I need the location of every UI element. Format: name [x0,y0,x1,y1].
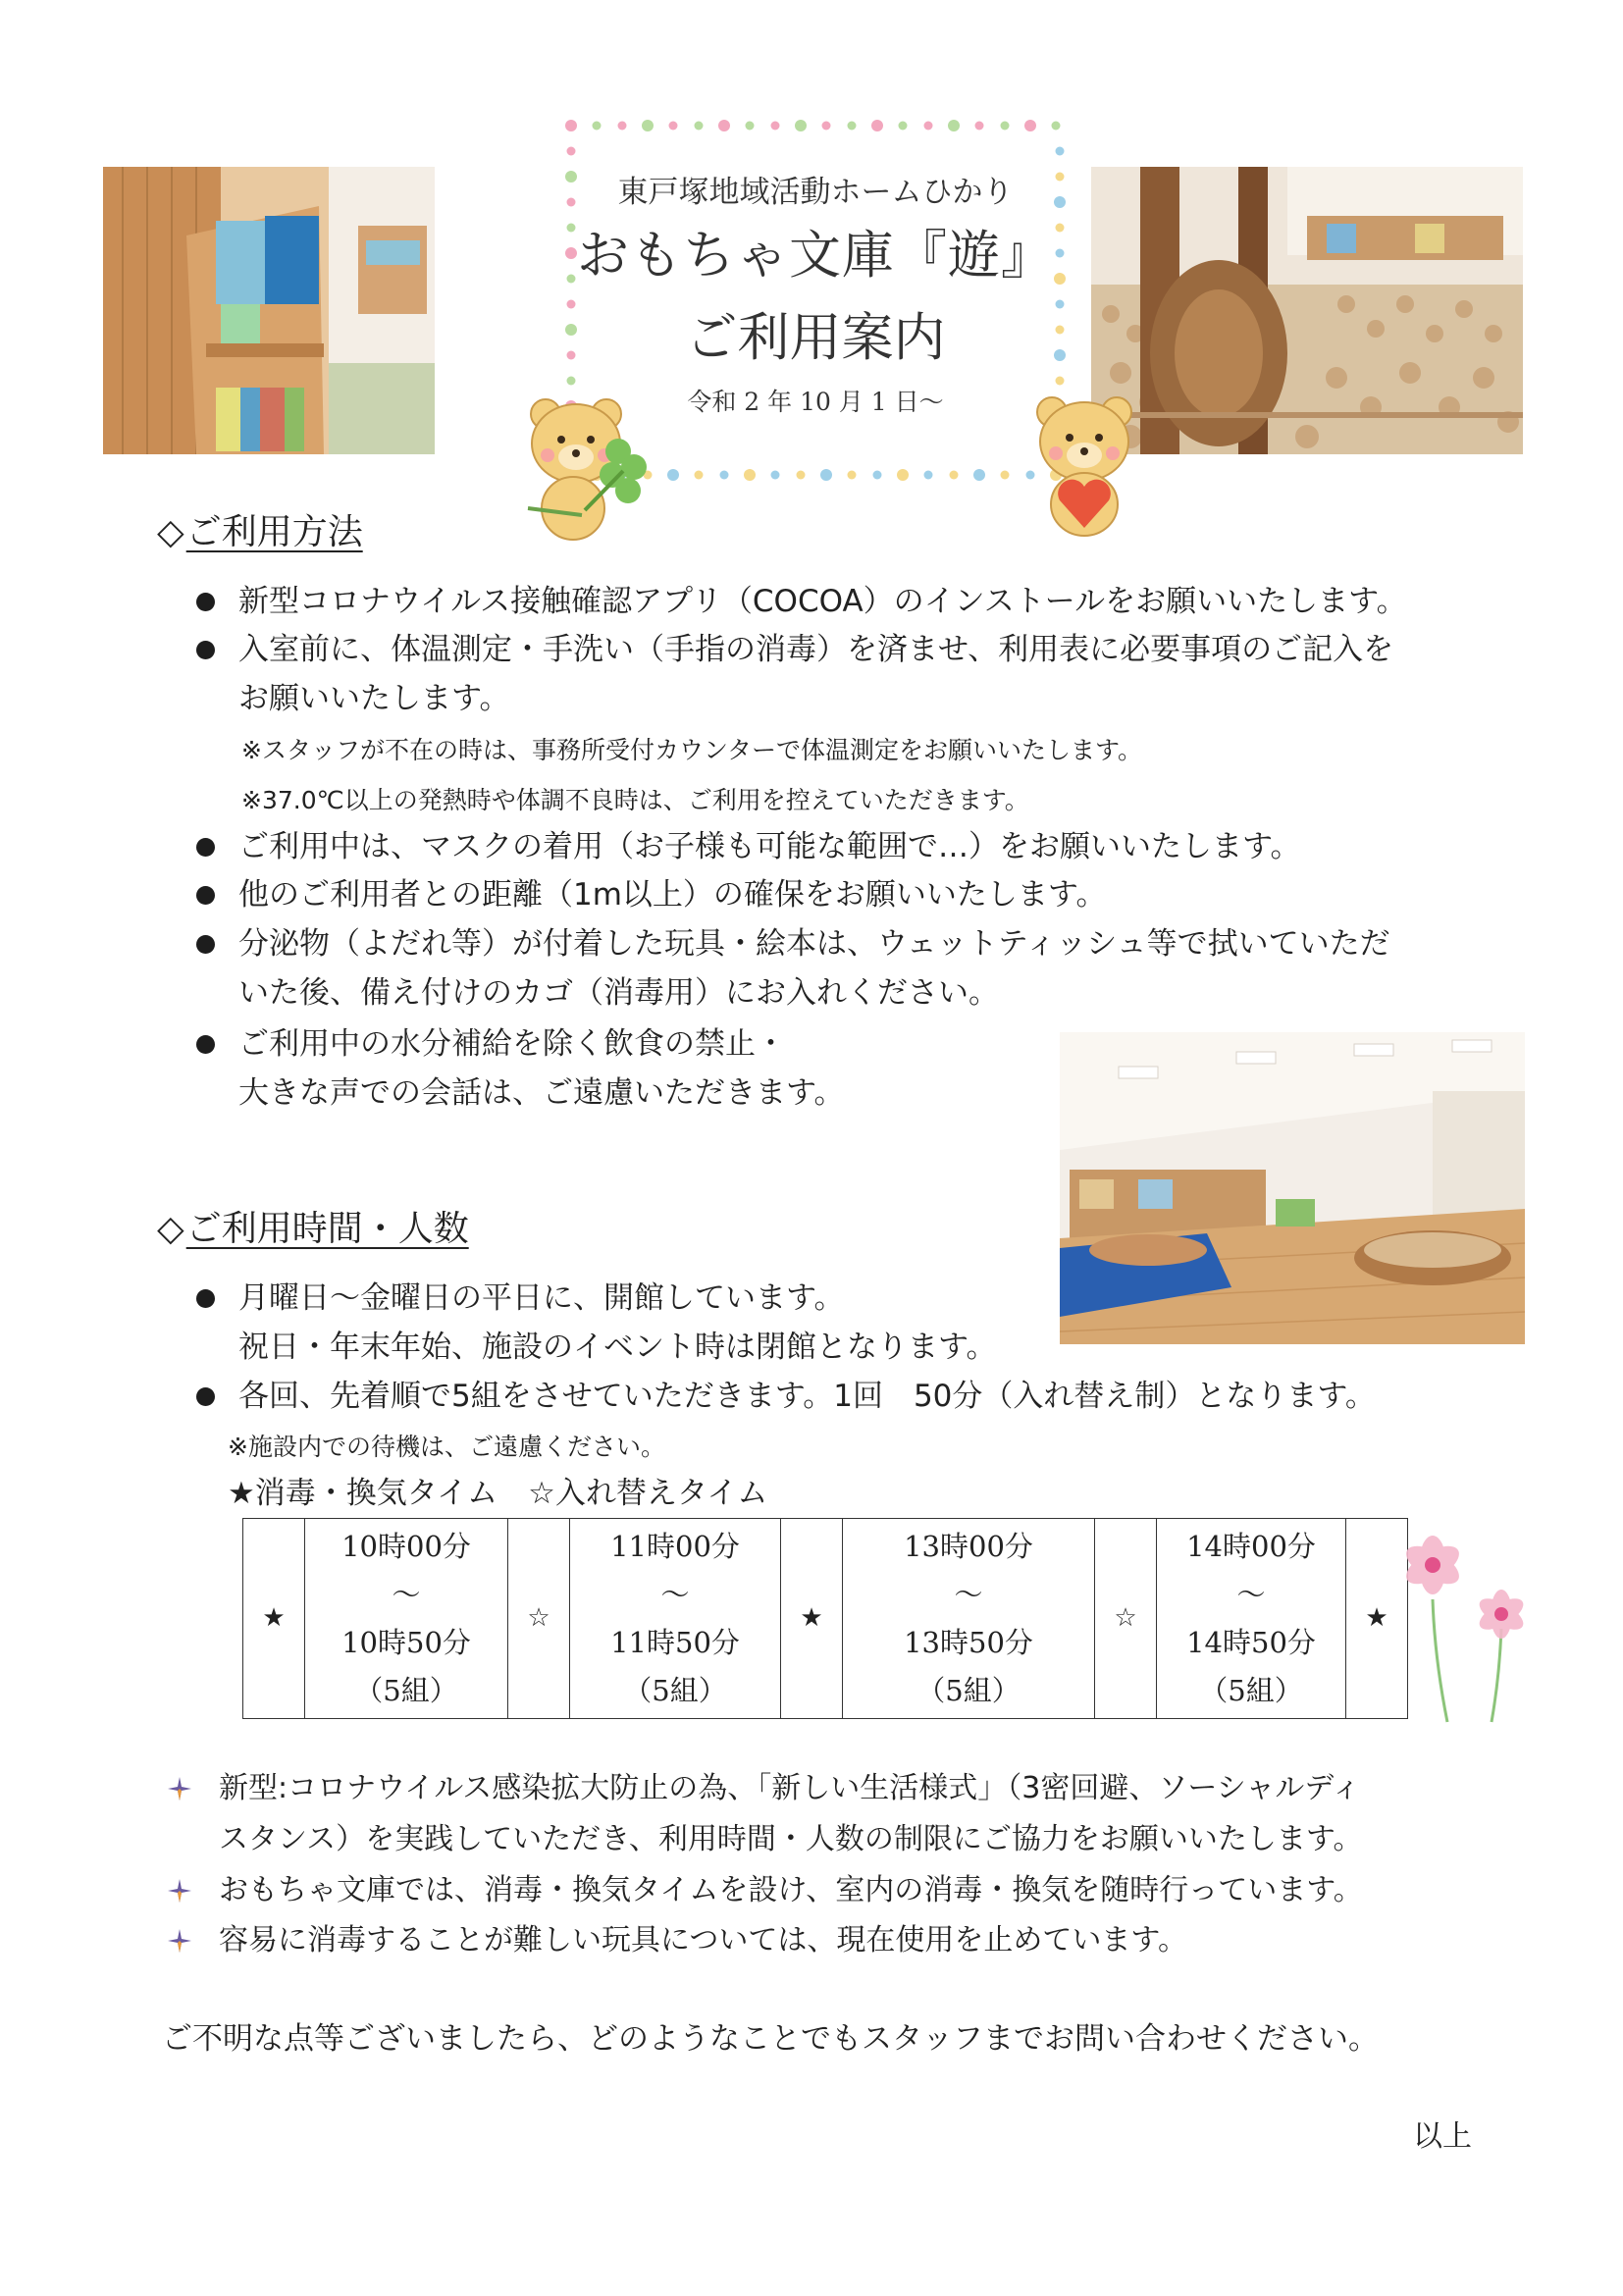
wooden-ball-pool-photo [1091,167,1523,454]
bullet-dot-icon [196,1289,215,1308]
extra-note-1: 新型:コロナウイルス感染拡大防止の為、「新しい生活様式」（3密回避、ソーシャルディ スタンス）を実践していただき、利用時間・人数の制限にご協力をお願いいたします。 [219,1763,1363,1865]
frame-dot [973,469,985,481]
hours-heading-text: ご利用時間・人数 [185,1209,469,1249]
usage-note-1: ※スタッフが不在の時は、事務所受付カウンターで体温測定をお願いいたします。 [241,736,1142,764]
bullet-dot-icon [196,935,215,954]
usage-bullet-3: ご利用中は、マスクの着用（お子様も可能な範囲で…）をお願いいたします。 [238,822,1301,871]
frame-dot [822,122,831,130]
hours-section-heading [157,1201,469,1251]
frame-dot [1001,122,1010,130]
frame-dot [795,120,807,131]
extra-note-3: 容易に消毒することが難しい玩具については、現在使用を止めています。 [219,1915,1187,1966]
changeover-time-mark: ☆ [508,1519,570,1719]
disinfect-time-mark: ★ [243,1519,305,1719]
time-slot-2: 11時00分 〜 11時50分 （5組） [570,1519,781,1719]
bullet-dot-icon [196,593,215,611]
page-title: おもちゃ文庫『遊』 [577,226,1054,286]
sparkle-icon [166,1927,193,1955]
frame-dot [1024,120,1036,131]
frame-dot [948,120,960,131]
time-slot-1: 10時00分 〜 10時50分 （5組） [305,1519,508,1719]
frame-dot [618,122,627,130]
bear-with-heart-icon [1021,391,1150,538]
frame-dot [771,122,780,130]
usage-section-heading [157,504,363,554]
frame-dot [924,122,933,130]
timetable [242,1518,1408,1719]
frame-dot [565,120,577,131]
bookshelf-photo [103,167,435,454]
frame-dot [718,120,730,131]
frame-dot [950,471,959,480]
sparkle-icon [166,1775,193,1802]
bullet-dot-icon [196,1387,215,1406]
bullet-dot-icon [196,838,215,857]
frame-dot [744,469,756,481]
timetable-row [243,1519,1408,1719]
frame-dot [667,469,679,481]
frame-dot [695,122,704,130]
usage-bullet-1: 新型コロナウイルス接触確認アプリ（COCOA）のインストールをお願いいたします。 [238,577,1407,626]
time-slot-4: 14時00分 〜 14時50分 （5組） [1157,1519,1346,1719]
frame-dot [871,120,883,131]
bear-with-clover-icon [508,392,654,548]
frame-dot [720,471,729,480]
frame-dot [669,122,678,130]
end-mark: 以上 [1413,2119,1472,2154]
frame-dot [820,469,832,481]
timetable-legend: ★消毒・換気タイム ☆入れ替えタイム [228,1476,768,1511]
effective-date: 令和 2 年 10 月 1 日〜 [687,388,944,416]
frame-dot [593,122,602,130]
sparkle-icon [166,1877,193,1905]
hours-bullet-2: 各回、先着順で5組をさせていただきます。1回 50分（入れ替え制）となります。 [238,1372,1376,1421]
extra-note-2: おもちゃ文庫では、消毒・換気タイムを設け、室内の消毒・換気を随時行っています。 [219,1865,1363,1916]
frame-dot [746,122,755,130]
frame-dot [1056,147,1065,156]
cosmos-flower-icon [1374,1521,1560,1727]
disinfect-time-mark: ★ [781,1519,843,1719]
bullet-dot-icon [196,886,215,905]
page-subtitle: ご利用案内 [685,308,946,368]
bullet-dot-icon [196,641,215,659]
disinfect-time-mark: ★ [1346,1519,1408,1719]
usage-heading-text: ご利用方法 [185,512,363,552]
diamond-icon: ◇ [157,1209,184,1249]
frame-dot [771,471,780,480]
frame-dot [924,471,933,480]
frame-dot [899,122,908,130]
usage-bullet-4: 他のご利用者との距離（1m以上）の確保をお願いいたします。 [238,870,1106,919]
usage-bullet-5: 分泌物（よだれ等）が付着した玩具・絵本は、ウェットティッシュ等で拭いていただ いた後、備え付けのカゴ（消毒用）にお入れください。 [238,919,1390,1018]
changeover-time-mark: ☆ [1095,1519,1157,1719]
usage-bullet-2: 入室前に、体温測定・手洗い（手指の消毒）を済ませ、利用表に必要事項のご記入を お願いいたします。 [238,625,1393,723]
usage-note-2: ※37.0℃以上の発熱時や体調不良時は、ご利用を控えていただきます。 [241,786,1029,814]
frame-dot [1052,122,1061,130]
frame-dot [848,471,857,480]
closing-message: ご不明な点等ございましたら、どのようなことでもスタッフまでお問い合わせください。 [162,2021,1379,2057]
organization-name: 東戸塚地域活動ホームひかり [617,175,1014,210]
frame-dot [567,147,576,156]
frame-dot [797,471,806,480]
frame-dot [897,469,909,481]
diamond-icon: ◇ [157,512,184,552]
usage-bullet-6: ご利用中の水分補給を除く飲食の禁止・ 大きな声での会話は、ご遠慮いただきます。 [238,1019,845,1118]
hours-bullet-1: 月曜日〜金曜日の平日に、開館しています。 祝日・年末年始、施設のイベント時は閉館となります。 [238,1274,997,1372]
time-slot-3: 13時00分 〜 13時50分 （5組） [843,1519,1095,1719]
bullet-dot-icon [196,1035,215,1054]
playroom-photo [1060,1032,1525,1344]
frame-dot [1001,471,1010,480]
frame-dot [975,122,984,130]
frame-dot [695,471,704,480]
frame-dot [642,120,654,131]
frame-dot [873,471,882,480]
frame-dot [848,122,857,130]
waiting-note: ※施設内での待機は、ご遠慮ください。 [228,1433,665,1461]
